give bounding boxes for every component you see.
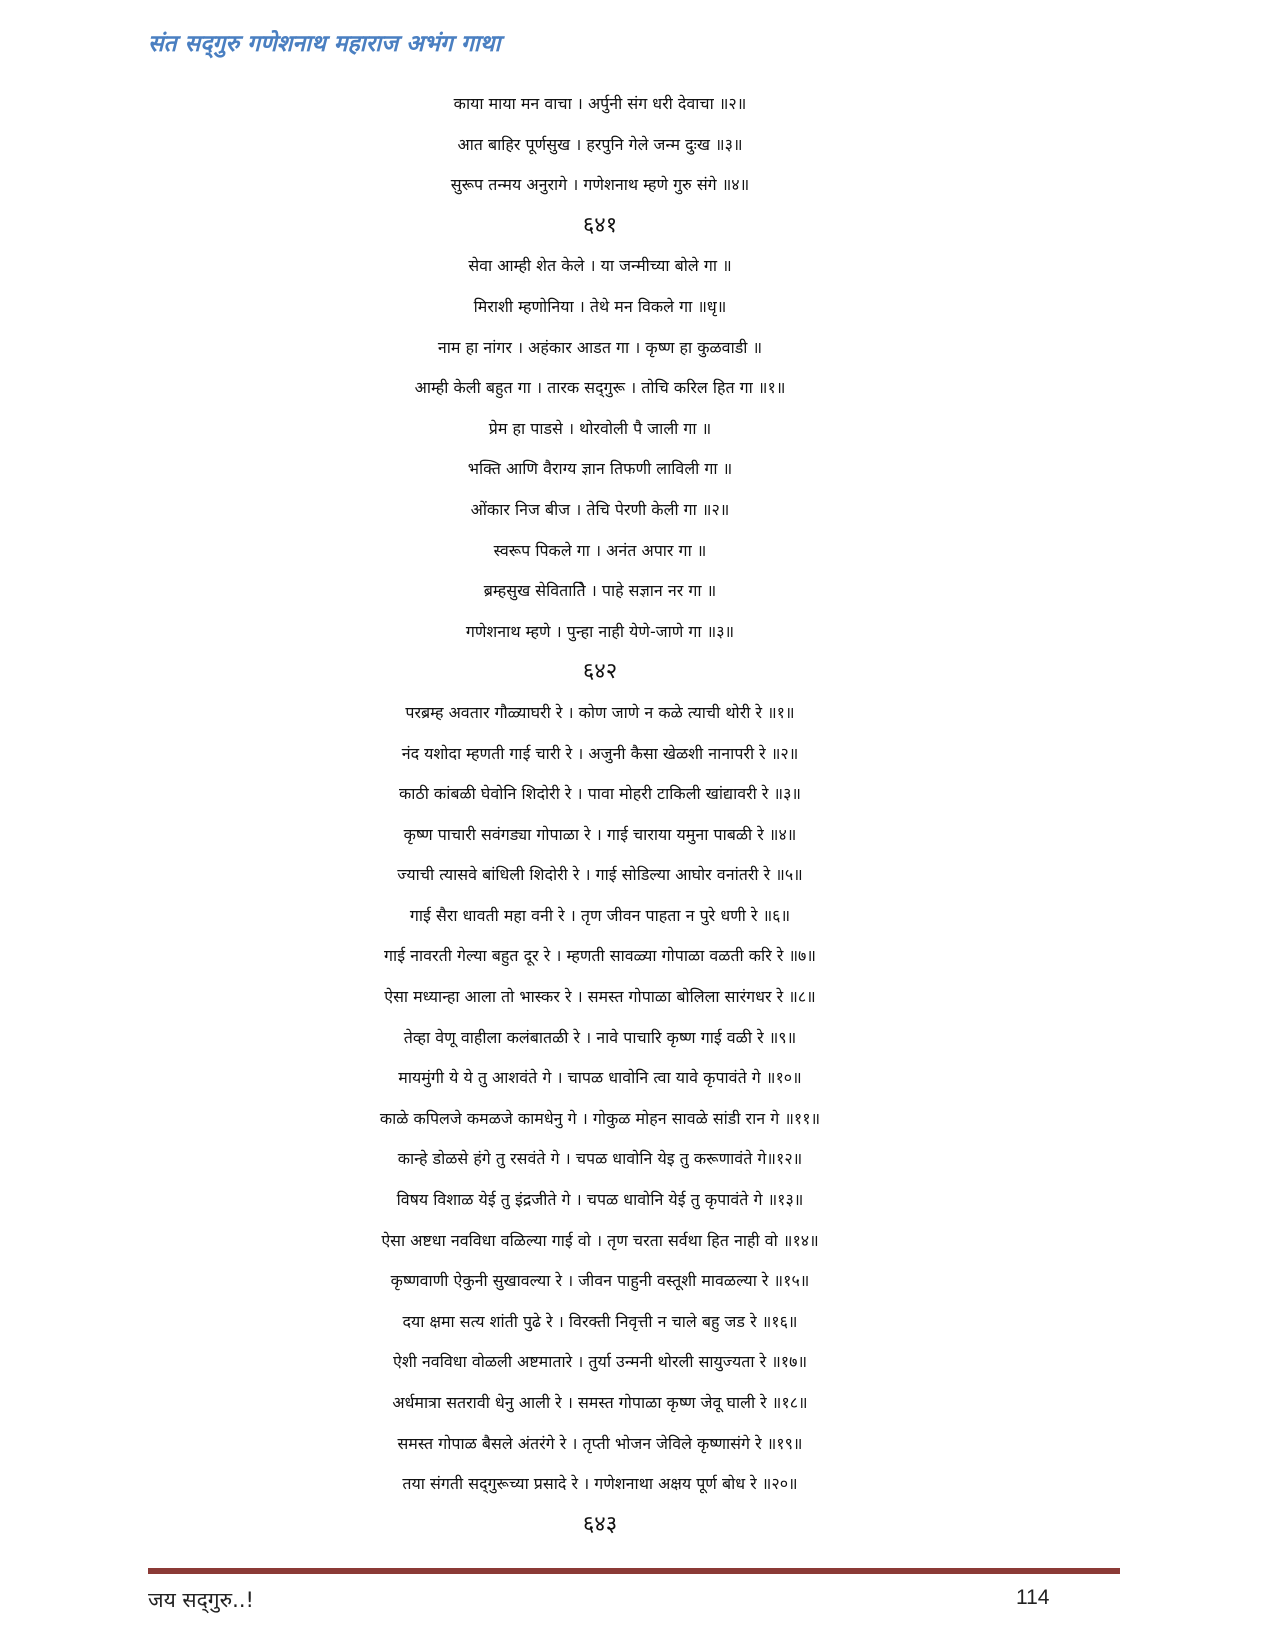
verse-line: समस्त गोपाळ बैसले अंतरंगे रे । तृप्ती भोजन जेविले कृष्णासंगे रे ॥१९॥ xyxy=(397,1433,803,1453)
verse-line: गणेशनाथ म्हणे । पुन्हा नाही येणे-जाणे गा ॥३॥ xyxy=(465,621,735,641)
page-number: 114 xyxy=(1016,1586,1050,1609)
verse-line: दया क्षमा सत्य शांती पुढे रे । विरक्ती निवृत्ती न चाले बहु जड रे ॥१६॥ xyxy=(402,1311,798,1331)
verse-line: सेवा आम्ही शेत केले । या जन्मीच्या बोले गा ॥ xyxy=(468,256,732,276)
verse-line: ब्रम्हसुख सेवितातिे । पाहे सज्ञान नर गा ॥ xyxy=(483,581,717,601)
verse-line: आम्ही केली बहुत गा । तारक सद्‌गुरू । तोचि करिल हित गा ॥१॥ xyxy=(414,378,786,398)
verse-line: काया माया मन वाचा । अर्पुनी संग धरी देवाचा ॥२॥ xyxy=(453,94,747,113)
verse-line: तेव्हा वेणू वाहीला कलंबातळी रे । नावे पाचारि कृष्ण गाई वळी रे ॥९॥ xyxy=(403,1027,797,1047)
verse-line: आत बाहिर पूर्णसुख । हरपुनि गेले जन्म दुःख ॥३॥ xyxy=(457,134,743,154)
abhang-number: ६४२ xyxy=(582,659,618,685)
verse-line: मिराशी म्हणोनिया । तेथे मन विकले गा ॥धृ॥ xyxy=(473,296,727,316)
verse-line: काळे कपिलजे कमळजे कामधेनु गे । गोकुळ मोहन सावळे सांडी रान गे ॥११॥ xyxy=(379,1108,821,1128)
abhang-number: ६४१ xyxy=(582,212,618,238)
verse-line: नाम हा नांगर । अहंकार आडत गा । कृष्ण हा कुळवाडी ॥ xyxy=(437,337,763,357)
verse-line: भक्ति आणि वैराग्य ज्ञान तिफणी लाविली गा ॥ xyxy=(467,459,733,479)
verse-line: ज्याची त्यासवे बांधिली शिदोरी रे । गाई सोडिल्या आघोर वनांतरी रे ॥५॥ xyxy=(397,865,803,885)
verse-line: परब्रम्ह अवतार गौळ्याघरी रे । कोण जाणे न कळे त्याची थोरी रे ॥१॥ xyxy=(405,702,795,722)
verse-line: ऐसा अष्टधा नवविधा वळिल्या गाई वो । तृण चरता सर्वथा हित नाही वो ॥१४॥ xyxy=(381,1230,819,1250)
verse-line: कृष्ण पाचारी सवंगड्या गोपाळा रे । गाई चाराया यमुना पाबळी रे ॥४॥ xyxy=(403,824,797,844)
running-header: संत सद्‌गुरु गणेशनाथ महाराज अभंग गाथा xyxy=(148,31,501,57)
verse-line: ऐशी नवविधा वोळली अष्टमातारे । तुर्या उन्मनी थोरली सायुज्यता रे ॥१७॥ xyxy=(392,1352,808,1372)
verse-line: गाई सैरा धावती महा वनी रे । तृण जीवन पाहता न पुरे धणी रे ॥६॥ xyxy=(409,905,791,925)
verse-line: स्वरूप पिकले गा । अनंत अपार गा ॥ xyxy=(493,540,707,560)
verse-line: विषय विशाळ येई तु इंद्रजीते गे । चपळ धावोनि येई तु कृपावंते गे ॥१३॥ xyxy=(396,1190,804,1210)
verse-line: कृष्णवाणी ऐकुनी सुखावल्या रे । जीवन पाहुनी वस्तूशी मावळल्या रे ॥१५॥ xyxy=(390,1271,810,1291)
footer-salutation: जय सद्‌गुरु..! xyxy=(148,1588,254,1612)
verse-line: अर्धमात्रा सतरावी धेनु आली रे । समस्त गोपाळा कृष्ण जेवू घाली रे ॥१८॥ xyxy=(392,1393,808,1412)
abhang-number: ६४३ xyxy=(582,1511,618,1537)
verse-line: तया संगती सद्‌गुरूच्या प्रसादे रे । गणेशनाथा अक्षय पूर्ण बोध रे ॥२०॥ xyxy=(402,1474,798,1494)
verse-line: गाई नावरती गेल्या बहुत दूर रे । म्हणती सावळ्या गोपाळा वळती करि रे ॥७॥ xyxy=(384,946,816,966)
abhang-text-body xyxy=(140,84,1060,1545)
verse-line: नंद यशोदा म्हणती गाई चारी रे । अजुनी कैसा खेळशी नानापरी रे ॥२॥ xyxy=(401,743,799,763)
footer-divider xyxy=(148,1568,1120,1574)
verse-line: ओंकार निज बीज । तेचि पेरणी केली गा ॥२॥ xyxy=(470,499,730,519)
verse-line: प्रेम हा पाडसे । थोरवोली पै जाली गा ॥ xyxy=(488,418,712,438)
verse-line: सुरूप तन्मय अनुरागे । गणेशनाथ म्हणे गुरु संगे ॥४॥ xyxy=(450,175,750,195)
verse-line: मायमुंगी ये ये तु आशवंते गे । चापळ धावोनि त्वा यावे कृपावंते गे ॥१०॥ xyxy=(398,1068,802,1088)
verse-line: कान्हे डोळसे हंगे तु रसवंते गे । चपळ धावोनि येइ तु करूणावंते गे॥१२॥ xyxy=(397,1149,803,1169)
verse-line: ऐसा मध्यान्हा आला तो भास्कर रे । समस्त गोपाळा बोलिला सारंगधर रे ॥८॥ xyxy=(384,987,816,1007)
verse-line: काठी कांबळी घेवोनि शिदोरी रे । पावा मोहरी टाकिली खांद्यावरी रे ॥३॥ xyxy=(398,784,802,804)
